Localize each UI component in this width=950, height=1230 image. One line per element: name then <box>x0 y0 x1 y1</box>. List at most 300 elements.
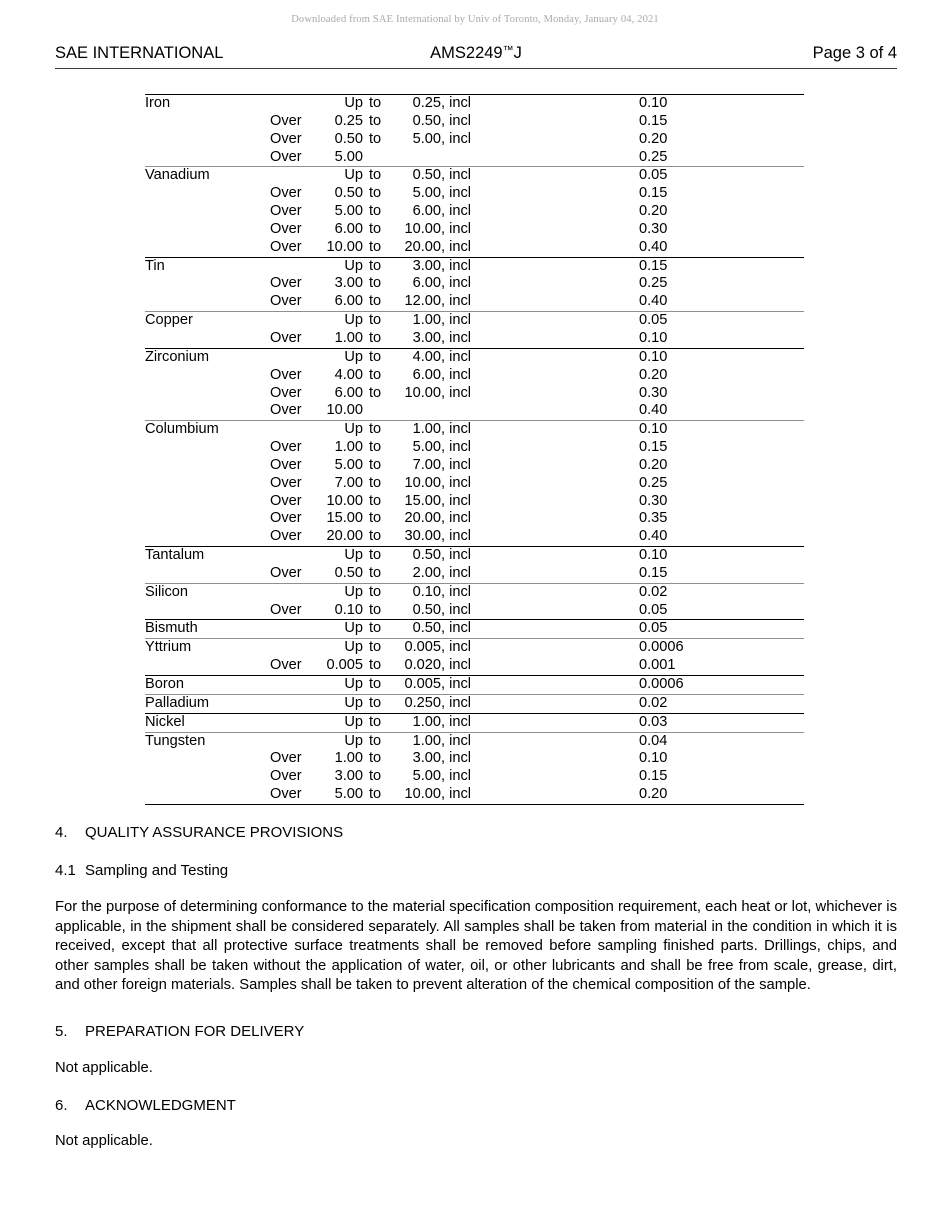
table-row <box>145 786 804 804</box>
range-to-label: to <box>369 329 382 346</box>
range-incl-label: , incl <box>441 510 472 527</box>
range-low-value: 5.00 <box>334 203 363 220</box>
range-low-value: 3.00 <box>334 275 363 292</box>
table-row <box>145 768 804 786</box>
table-row <box>145 239 804 257</box>
range-to-label: to <box>369 768 382 785</box>
table-row <box>145 185 804 203</box>
range-to-label: to <box>369 583 382 600</box>
range-high-value: 0.50 <box>412 620 441 637</box>
range-high-value: 3.00 <box>412 750 441 767</box>
table-row <box>145 385 804 403</box>
range-incl-label: , incl <box>441 492 472 509</box>
range-over-label: Over <box>270 366 302 383</box>
table-row <box>145 639 804 657</box>
composition-group <box>145 167 804 256</box>
range-to-label: to <box>369 112 382 129</box>
maximum-value: 0.25 <box>639 275 668 292</box>
range-over-label: Over <box>270 474 302 491</box>
range-high-value: 0.50 <box>412 547 441 564</box>
range-incl-label: , incl <box>441 95 472 111</box>
composition-group <box>145 258 804 312</box>
range-low-value: Up <box>344 167 363 184</box>
range-to-label: to <box>369 384 382 401</box>
range-to-label: to <box>369 564 382 581</box>
running-head-organization: SAE INTERNATIONAL <box>55 44 224 62</box>
range-over-label: Over <box>270 768 302 785</box>
table-row <box>145 221 804 239</box>
range-incl-label: , incl <box>441 348 472 365</box>
document-revision: J <box>513 44 522 62</box>
section-4-1-number: 4.1 <box>55 862 76 879</box>
range-low-value: Up <box>344 348 363 365</box>
range-high-value: 10.00 <box>404 384 441 401</box>
range-to-label: to <box>369 750 382 767</box>
section-4-heading <box>55 824 343 841</box>
table-row <box>145 510 804 528</box>
range-low-value: 6.00 <box>334 293 363 310</box>
element-name: Zirconium <box>145 348 210 365</box>
range-high-value: 4.00 <box>412 348 441 365</box>
range-to-label: to <box>369 456 382 473</box>
maximum-value: 0.02 <box>639 694 668 711</box>
composition-group <box>145 639 804 675</box>
table-row <box>145 714 804 732</box>
range-over-label: Over <box>270 238 302 255</box>
table-row <box>145 149 804 167</box>
range-high-value: 6.00 <box>412 203 441 220</box>
element-name: Yttrium <box>145 639 192 656</box>
range-to-label: to <box>369 639 382 656</box>
element-name: Tantalum <box>145 547 205 564</box>
table-row <box>145 620 804 638</box>
section-6-number: 6. <box>55 1097 68 1114</box>
table-row <box>145 275 804 293</box>
range-high-value: 5.00 <box>412 439 441 456</box>
table-row <box>145 95 804 113</box>
range-low-value: 0.10 <box>334 601 363 618</box>
table-row <box>145 330 804 348</box>
range-high-value: 6.00 <box>412 275 441 292</box>
section-6-title: ACKNOWLEDGMENT <box>85 1097 236 1114</box>
range-to-label: to <box>369 366 382 383</box>
composition-group <box>145 695 804 713</box>
range-over-label: Over <box>270 275 302 292</box>
range-low-value: Up <box>344 732 363 749</box>
range-low-value: 0.50 <box>334 130 363 147</box>
range-over-label: Over <box>270 220 302 237</box>
range-low-value: 10.00 <box>326 492 363 509</box>
range-low-value: Up <box>344 312 363 329</box>
range-incl-label: , incl <box>441 312 472 329</box>
range-low-value: 5.00 <box>334 148 363 165</box>
table-row <box>145 293 804 311</box>
range-high-value: 7.00 <box>412 456 441 473</box>
range-over-label: Over <box>270 786 302 803</box>
range-high-value: 20.00 <box>404 238 441 255</box>
range-low-value: Up <box>344 583 363 600</box>
range-low-value: 0.50 <box>334 185 363 202</box>
range-incl-label: , incl <box>441 657 472 674</box>
range-low-value: 3.00 <box>334 768 363 785</box>
maximum-value: 0.10 <box>639 750 668 767</box>
element-name: Columbium <box>145 421 219 438</box>
range-low-value: Up <box>344 620 363 637</box>
range-over-label: Over <box>270 510 302 527</box>
section-4-1-title: Sampling and Testing <box>85 862 229 879</box>
table-row <box>145 349 804 367</box>
range-low-value: Up <box>344 257 363 274</box>
element-name: Palladium <box>145 694 210 711</box>
maximum-value: 0.05 <box>639 312 668 329</box>
range-to-label: to <box>369 257 382 274</box>
range-high-value: 15.00 <box>404 492 441 509</box>
range-to-label: to <box>369 547 382 564</box>
composition-group <box>145 547 804 583</box>
range-to-label: to <box>369 95 382 111</box>
range-low-value: Up <box>344 95 363 111</box>
range-low-value: 5.00 <box>334 456 363 473</box>
table-row <box>145 695 804 713</box>
table-row <box>145 565 804 583</box>
range-to-label: to <box>369 732 382 749</box>
range-to-label: to <box>369 203 382 220</box>
range-high-value: 10.00 <box>404 220 441 237</box>
range-high-value: 0.25 <box>412 95 441 111</box>
element-name: Bismuth <box>145 620 198 637</box>
range-high-value: 0.005 <box>404 639 441 656</box>
range-high-value: 3.00 <box>412 329 441 346</box>
table-row <box>145 421 804 439</box>
range-low-value: 5.00 <box>334 786 363 803</box>
range-incl-label: , incl <box>441 329 472 346</box>
section-4-number: 4. <box>55 824 68 841</box>
range-over-label: Over <box>270 456 302 473</box>
element-name: Vanadium <box>145 167 210 184</box>
range-high-value: 0.020 <box>404 657 441 674</box>
table-row <box>145 167 804 185</box>
maximum-value: 0.15 <box>639 257 668 274</box>
element-name: Copper <box>145 312 193 329</box>
maximum-value: 0.40 <box>639 528 668 545</box>
range-low-value: 0.50 <box>334 564 363 581</box>
range-incl-label: , incl <box>441 293 472 310</box>
maximum-value: 0.40 <box>639 402 668 419</box>
range-low-value: Up <box>344 713 363 730</box>
composition-group <box>145 714 804 732</box>
table-row <box>145 402 804 420</box>
download-watermark: Downloaded from SAE International by Univ of Toronto, Monday, January 04, 2021 <box>291 14 659 25</box>
composition-group <box>145 676 804 694</box>
element-name: Boron <box>145 676 184 692</box>
range-to-label: to <box>369 167 382 184</box>
range-to-label: to <box>369 492 382 509</box>
range-to-label: to <box>369 528 382 545</box>
range-incl-label: , incl <box>441 275 472 292</box>
range-over-label: Over <box>270 657 302 674</box>
range-high-value: 1.00 <box>412 312 441 329</box>
maximum-value: 0.04 <box>639 732 668 749</box>
range-high-value: 2.00 <box>412 564 441 581</box>
range-high-value: 1.00 <box>412 421 441 438</box>
table-row <box>145 203 804 221</box>
range-to-label: to <box>369 439 382 456</box>
range-to-label: to <box>369 694 382 711</box>
range-low-value: 6.00 <box>334 220 363 237</box>
range-to-label: to <box>369 348 382 365</box>
range-to-label: to <box>369 620 382 637</box>
range-low-value: 4.00 <box>334 366 363 383</box>
running-head-page-number: Page 3 of 4 <box>812 44 897 62</box>
element-name: Silicon <box>145 583 188 600</box>
composition-group <box>145 312 804 348</box>
section-4-title: QUALITY ASSURANCE PROVISIONS <box>85 824 344 841</box>
maximum-value: 0.25 <box>639 474 668 491</box>
table-row <box>145 528 804 546</box>
range-to-label: to <box>369 238 382 255</box>
maximum-value: 0.20 <box>639 203 668 220</box>
range-incl-label: , incl <box>441 639 472 656</box>
range-high-value: 6.00 <box>412 366 441 383</box>
maximum-value: 0.30 <box>639 384 668 401</box>
maximum-value: 0.001 <box>639 657 676 674</box>
range-incl-label: , incl <box>441 768 472 785</box>
range-incl-label: , incl <box>441 185 472 202</box>
range-over-label: Over <box>270 185 302 202</box>
range-incl-label: , incl <box>441 732 472 749</box>
range-over-label: Over <box>270 329 302 346</box>
range-incl-label: , incl <box>441 456 472 473</box>
range-to-label: to <box>369 220 382 237</box>
range-high-value: 0.005 <box>404 676 441 692</box>
range-incl-label: , incl <box>441 439 472 456</box>
table-row <box>145 493 804 511</box>
maximum-value: 0.20 <box>639 456 668 473</box>
maximum-value: 0.20 <box>639 130 668 147</box>
range-low-value: Up <box>344 639 363 656</box>
maximum-value: 0.35 <box>639 510 668 527</box>
composition-group <box>145 584 804 620</box>
range-over-label: Over <box>270 439 302 456</box>
range-incl-label: , incl <box>441 203 472 220</box>
range-incl-label: , incl <box>441 384 472 401</box>
range-to-label: to <box>369 601 382 618</box>
composition-group <box>145 95 804 166</box>
table-bottom-rule <box>145 804 804 805</box>
range-incl-label: , incl <box>441 366 472 383</box>
range-low-value: 1.00 <box>334 750 363 767</box>
range-high-value: 10.00 <box>404 786 441 803</box>
table-row <box>145 258 804 276</box>
range-over-label: Over <box>270 384 302 401</box>
table-row <box>145 131 804 149</box>
maximum-value: 0.30 <box>639 492 668 509</box>
maximum-value: 0.10 <box>639 547 668 564</box>
element-name: Iron <box>145 95 171 111</box>
trademark-icon: ™ <box>502 44 514 57</box>
range-over-label: Over <box>270 750 302 767</box>
range-incl-label: , incl <box>441 564 472 581</box>
maximum-value: 0.02 <box>639 583 668 600</box>
composition-limits-table <box>145 94 804 805</box>
range-high-value: 12.00 <box>404 293 441 310</box>
range-low-value: 7.00 <box>334 474 363 491</box>
range-low-value: 1.00 <box>334 329 363 346</box>
range-incl-label: , incl <box>441 257 472 274</box>
range-over-label: Over <box>270 402 302 419</box>
composition-group <box>145 620 804 638</box>
range-incl-label: , incl <box>441 167 472 184</box>
range-incl-label: , incl <box>441 620 472 637</box>
range-to-label: to <box>369 130 382 147</box>
range-over-label: Over <box>270 112 302 129</box>
section-5-body: Not applicable. <box>55 1060 153 1076</box>
maximum-value: 0.10 <box>639 329 668 346</box>
range-high-value: 0.10 <box>412 583 441 600</box>
range-low-value: 6.00 <box>334 384 363 401</box>
range-low-value: 0.005 <box>326 657 363 674</box>
range-incl-label: , incl <box>441 583 472 600</box>
range-to-label: to <box>369 676 382 692</box>
range-high-value: 5.00 <box>412 185 441 202</box>
range-to-label: to <box>369 713 382 730</box>
range-incl-label: , incl <box>441 130 472 147</box>
section-4-1-heading <box>55 862 228 879</box>
element-name: Nickel <box>145 713 185 730</box>
range-incl-label: , incl <box>441 786 472 803</box>
range-over-label: Over <box>270 564 302 581</box>
maximum-value: 0.0006 <box>639 676 684 692</box>
range-over-label: Over <box>270 203 302 220</box>
range-high-value: 0.50 <box>412 167 441 184</box>
element-name: Tin <box>145 257 165 274</box>
maximum-value: 0.15 <box>639 112 668 129</box>
table-row <box>145 676 804 694</box>
range-high-value: 5.00 <box>412 130 441 147</box>
composition-group <box>145 733 804 804</box>
maximum-value: 0.03 <box>639 713 668 730</box>
range-incl-label: , incl <box>441 220 472 237</box>
maximum-value: 0.15 <box>639 564 668 581</box>
range-incl-label: , incl <box>441 238 472 255</box>
table-row <box>145 602 804 620</box>
range-incl-label: , incl <box>441 528 472 545</box>
range-low-value: 20.00 <box>326 528 363 545</box>
table-row <box>145 750 804 768</box>
table-row <box>145 547 804 565</box>
maximum-value: 0.15 <box>639 439 668 456</box>
table-row <box>145 584 804 602</box>
range-over-label: Over <box>270 130 302 147</box>
table-row <box>145 657 804 675</box>
section-5-number: 5. <box>55 1023 68 1040</box>
range-high-value: 10.00 <box>404 474 441 491</box>
range-over-label: Over <box>270 528 302 545</box>
range-to-label: to <box>369 474 382 491</box>
range-over-label: Over <box>270 293 302 310</box>
range-to-label: to <box>369 786 382 803</box>
range-incl-label: , incl <box>441 694 472 711</box>
maximum-value: 0.25 <box>639 148 668 165</box>
maximum-value: 0.10 <box>639 348 668 365</box>
maximum-value: 0.05 <box>639 601 668 618</box>
table-row <box>145 367 804 385</box>
range-high-value: 30.00 <box>404 528 441 545</box>
maximum-value: 0.40 <box>639 238 668 255</box>
composition-group <box>145 421 804 546</box>
maximum-value: 0.0006 <box>639 639 684 656</box>
range-over-label: Over <box>270 492 302 509</box>
range-low-value: Up <box>344 547 363 564</box>
table-row <box>145 439 804 457</box>
range-incl-label: , incl <box>441 474 472 491</box>
range-to-label: to <box>369 657 382 674</box>
element-name: Tungsten <box>145 732 206 749</box>
maximum-value: 0.10 <box>639 95 668 111</box>
maximum-value: 0.30 <box>639 220 668 237</box>
section-5-title: PREPARATION FOR DELIVERY <box>85 1023 305 1040</box>
section-5-heading <box>55 1023 304 1040</box>
range-low-value: Up <box>344 421 363 438</box>
range-incl-label: , incl <box>441 601 472 618</box>
table-row <box>145 113 804 131</box>
range-to-label: to <box>369 421 382 438</box>
table-row <box>145 457 804 475</box>
maximum-value: 0.15 <box>639 768 668 785</box>
range-high-value: 0.250 <box>404 694 441 711</box>
range-to-label: to <box>369 312 382 329</box>
range-incl-label: , incl <box>441 676 472 692</box>
maximum-value: 0.15 <box>639 185 668 202</box>
range-incl-label: , incl <box>441 750 472 767</box>
section-4-1-paragraph: For the purpose of determining conformance to the material specification composition requirement, each heat or lot, whichever is applicable, in the shipment shall be considered separately. All samples shall be taken from material in the condition in which it is received, except that all protective surface treatments shall be removed before sampling finished parts. Drillings, chips, and other samples shall be taken without the application of water, oil, or other lubricants and shall be free from scale, grease, dirt, and other foreign materials. Samples shall be taken to prevent alteration of the chemical composition of the sample. <box>55 899 897 994</box>
composition-group <box>145 349 804 420</box>
maximum-value: 0.40 <box>639 293 668 310</box>
range-high-value: 0.50 <box>412 601 441 618</box>
range-low-value: Up <box>344 676 363 692</box>
range-to-label: to <box>369 275 382 292</box>
range-low-value: 0.25 <box>334 112 363 129</box>
maximum-value: 0.05 <box>639 620 668 637</box>
range-low-value: 1.00 <box>334 439 363 456</box>
table-row <box>145 312 804 330</box>
running-head-rule <box>55 68 897 69</box>
range-to-label: to <box>369 185 382 202</box>
range-high-value: 3.00 <box>412 257 441 274</box>
maximum-value: 0.05 <box>639 167 668 184</box>
range-over-label: Over <box>270 601 302 618</box>
range-high-value: 20.00 <box>404 510 441 527</box>
range-to-label: to <box>369 510 382 527</box>
document-number: AMS2249 <box>430 44 503 62</box>
range-incl-label: , incl <box>441 112 472 129</box>
running-head-document-id <box>55 44 897 63</box>
range-incl-label: , incl <box>441 713 472 730</box>
table-row <box>145 733 804 751</box>
maximum-value: 0.20 <box>639 366 668 383</box>
table-row <box>145 475 804 493</box>
maximum-value: 0.10 <box>639 421 668 438</box>
range-to-label: to <box>369 293 382 310</box>
range-over-label: Over <box>270 148 302 165</box>
range-low-value: Up <box>344 694 363 711</box>
range-high-value: 1.00 <box>412 713 441 730</box>
range-high-value: 5.00 <box>412 768 441 785</box>
range-low-value: 10.00 <box>326 238 363 255</box>
range-incl-label: , incl <box>441 421 472 438</box>
maximum-value: 0.20 <box>639 786 668 803</box>
range-high-value: 0.50 <box>412 112 441 129</box>
